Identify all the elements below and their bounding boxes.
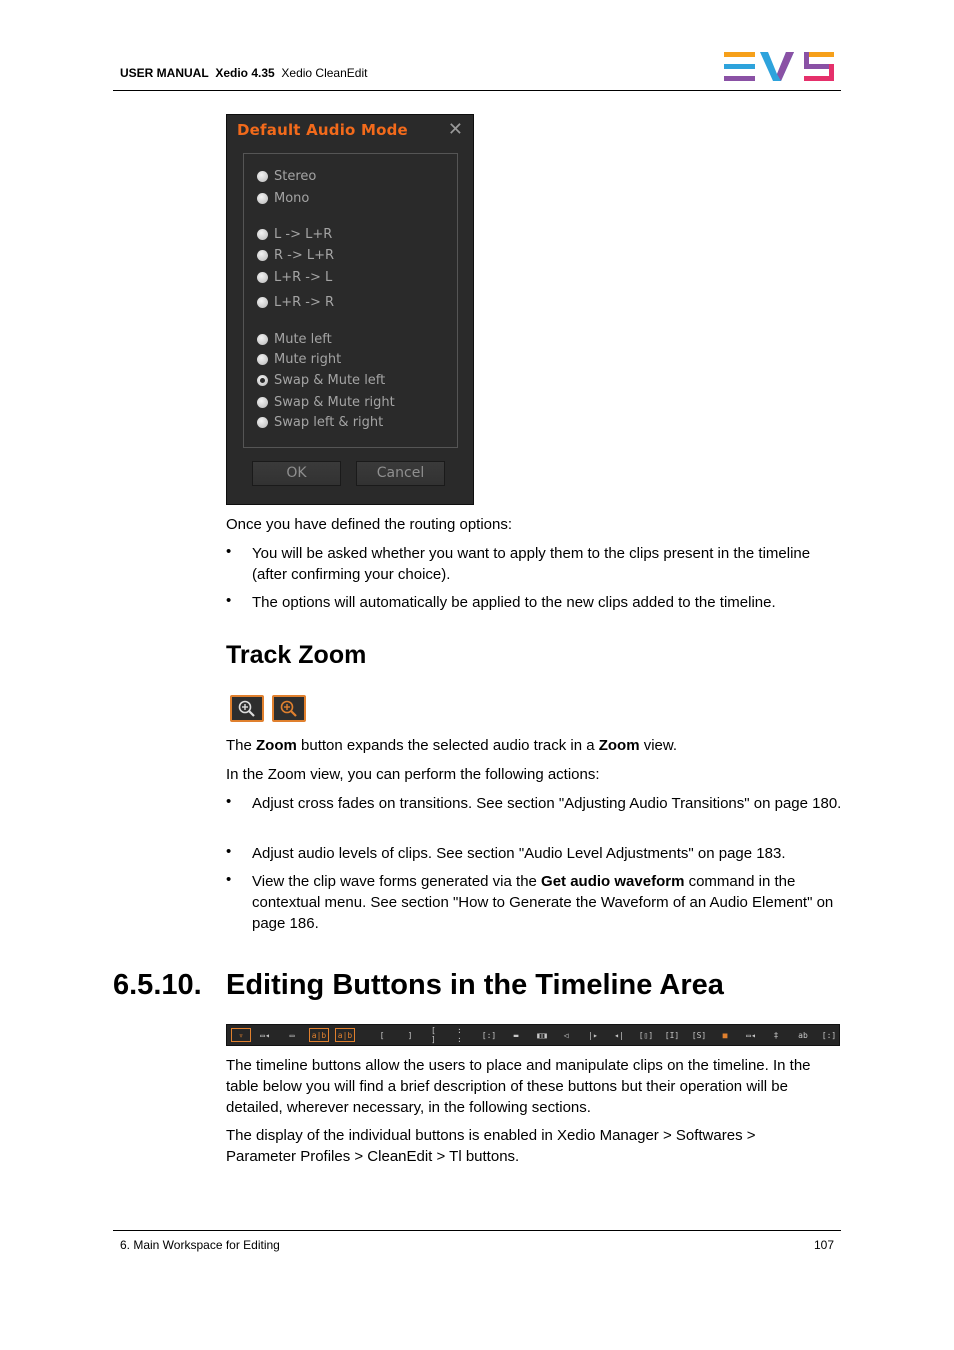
audio-mode-option[interactable] (257, 191, 309, 206)
option-label: Mono (274, 191, 310, 206)
bullet-marker: • (226, 592, 232, 609)
audio-mode-option[interactable] (257, 227, 332, 242)
option-label: Swap & Mute left (274, 373, 386, 388)
default-audio-mode-dialog (226, 114, 474, 505)
radio-button-icon[interactable] (257, 397, 268, 408)
toolbar-button-icon: ▭◂ (746, 1030, 756, 1040)
audio-mode-option[interactable] (257, 352, 341, 367)
audio-mode-option[interactable] (257, 373, 385, 388)
header-rule (113, 90, 841, 91)
zoom-bullet-1: Adjust cross fades on transitions. See section "Adjusting Audio Transitions" on page 180. (252, 795, 842, 812)
toolbar-button-icon: [▯] (638, 1030, 654, 1040)
section-paragraph-1: The timeline buttons allow the users to place and manipulate clips on the timeline. In the table below you will find a brief description of these buttons but their operation will be detailed, wherever necessary, in the following sections. (226, 1057, 811, 1116)
radio-button-icon[interactable] (257, 272, 268, 283)
toolbar-button-icon: ▿ (231, 1028, 251, 1042)
header-title (120, 66, 367, 80)
toolbar-button-icon: ] (407, 1030, 413, 1040)
bullet-marker: • (226, 543, 232, 560)
zoom-bullet-3: View the clip wave forms generated via the Get audio waveform command in the contextual menu. See section "How to Generate the Waveform of an Audio Element" on page 186. (252, 873, 834, 932)
toolbar-button-icon: ab (798, 1030, 808, 1040)
audio-mode-option[interactable] (257, 295, 334, 310)
toolbar-button-icon: [:] (821, 1030, 837, 1040)
toolbar-button-icon: ▭◂ (260, 1030, 270, 1040)
option-label: L+R -> R (274, 295, 335, 310)
routing-bullet-2: The options will automatically be applied to the new clips added to the timeline. (252, 594, 776, 611)
close-icon[interactable]: ✕ (447, 119, 463, 140)
toolbar-button-icon: ‡ (773, 1030, 779, 1040)
footer-rule (113, 1230, 841, 1231)
radio-button-icon[interactable] (257, 354, 268, 365)
toolbar-button-icon: [ ] (431, 1026, 436, 1044)
timeline-toolbar (226, 1024, 840, 1046)
option-label: L -> L+R (274, 227, 333, 242)
cancel-button[interactable]: Cancel (356, 461, 445, 486)
bullet-marker: • (226, 843, 232, 860)
radio-button-icon[interactable] (257, 297, 268, 308)
zoom-description: The Zoom button expands the selected audio track in a Zoom view. (226, 737, 678, 754)
toolbar-button-icon: [I] (664, 1030, 680, 1040)
section-title: Editing Buttons in the Timeline Area (226, 969, 724, 1001)
zoom-in-active-icon (272, 695, 306, 722)
radio-button-icon[interactable] (257, 193, 268, 204)
toolbar-button-icon: ▬ (513, 1030, 519, 1040)
radio-button-icon[interactable] (257, 334, 268, 345)
toolbar-button-icon: [:] (481, 1030, 497, 1040)
option-label: Mute left (274, 332, 332, 347)
dialog-title: Default Audio Mode (237, 121, 408, 139)
module-name: Xedio CleanEdit (281, 66, 368, 80)
option-label: Mute right (274, 352, 342, 367)
footer-chapter: 6. Main Workspace for Editing (120, 1238, 280, 1252)
section-number: 6.5.10. (113, 969, 202, 1001)
page-number: 107 (813, 1238, 834, 1252)
toolbar-button-icon: a|b (335, 1028, 355, 1042)
toolbar-button-icon: ■ (722, 1030, 728, 1040)
toolbar-button-icon: ◂| (614, 1030, 624, 1040)
radio-button-icon[interactable] (257, 417, 268, 428)
option-label: L+R -> L (274, 270, 333, 285)
option-label: R -> L+R (274, 248, 335, 263)
option-label: Swap & Mute right (274, 395, 395, 410)
routing-intro: Once you have defined the routing options: (226, 516, 513, 533)
radio-button-icon[interactable] (257, 171, 268, 182)
routing-bullet-1: You will be asked whether you want to apply them to the clips present in the timeline (after confirming your choice). (252, 545, 811, 583)
radio-button-icon[interactable] (257, 375, 268, 386)
option-label: Stereo (274, 169, 317, 184)
radio-button-icon[interactable] (257, 250, 268, 261)
manual-label: USER MANUAL (120, 66, 209, 80)
zoom-actions-intro: In the Zoom view, you can perform the following actions: (226, 766, 600, 783)
toolbar-button-icon: ◁ (563, 1030, 569, 1040)
audio-mode-option[interactable] (257, 270, 332, 285)
ok-button[interactable]: OK (252, 461, 341, 486)
option-label: Swap left & right (274, 415, 384, 430)
bullet-marker: • (226, 793, 232, 810)
toolbar-button-icon: |▸ (588, 1030, 598, 1040)
audio-mode-option[interactable] (257, 248, 334, 263)
zoom-bullet-2: Adjust audio levels of clips. See section "Audio Level Adjustments" on page 183. (252, 845, 786, 862)
toolbar-button-icon: [S] (691, 1030, 707, 1040)
audio-mode-option[interactable] (257, 169, 316, 184)
section-paragraph-2: The display of the individual buttons is enabled in Xedio Manager > Softwares > Parameter Profiles > CleanEdit > Tl buttons. (226, 1127, 756, 1165)
toolbar-button-icon: a|b (309, 1028, 329, 1042)
audio-mode-option[interactable] (257, 332, 332, 347)
radio-button-icon[interactable] (257, 229, 268, 240)
audio-mode-option[interactable] (257, 415, 383, 430)
audio-mode-option[interactable] (257, 395, 395, 410)
toolbar-button-icon: ▭ (289, 1030, 295, 1040)
product-name: Xedio 4.35 (215, 66, 275, 80)
track-zoom-heading: Track Zoom (226, 641, 367, 669)
toolbar-button-icon: [ (379, 1030, 385, 1040)
bullet-marker: • (226, 871, 232, 888)
toolbar-button-icon: ◧◨ (537, 1030, 547, 1040)
zoom-in-icon (230, 695, 264, 722)
evs-logo (724, 52, 836, 82)
toolbar-button-icon: : : (457, 1026, 462, 1044)
